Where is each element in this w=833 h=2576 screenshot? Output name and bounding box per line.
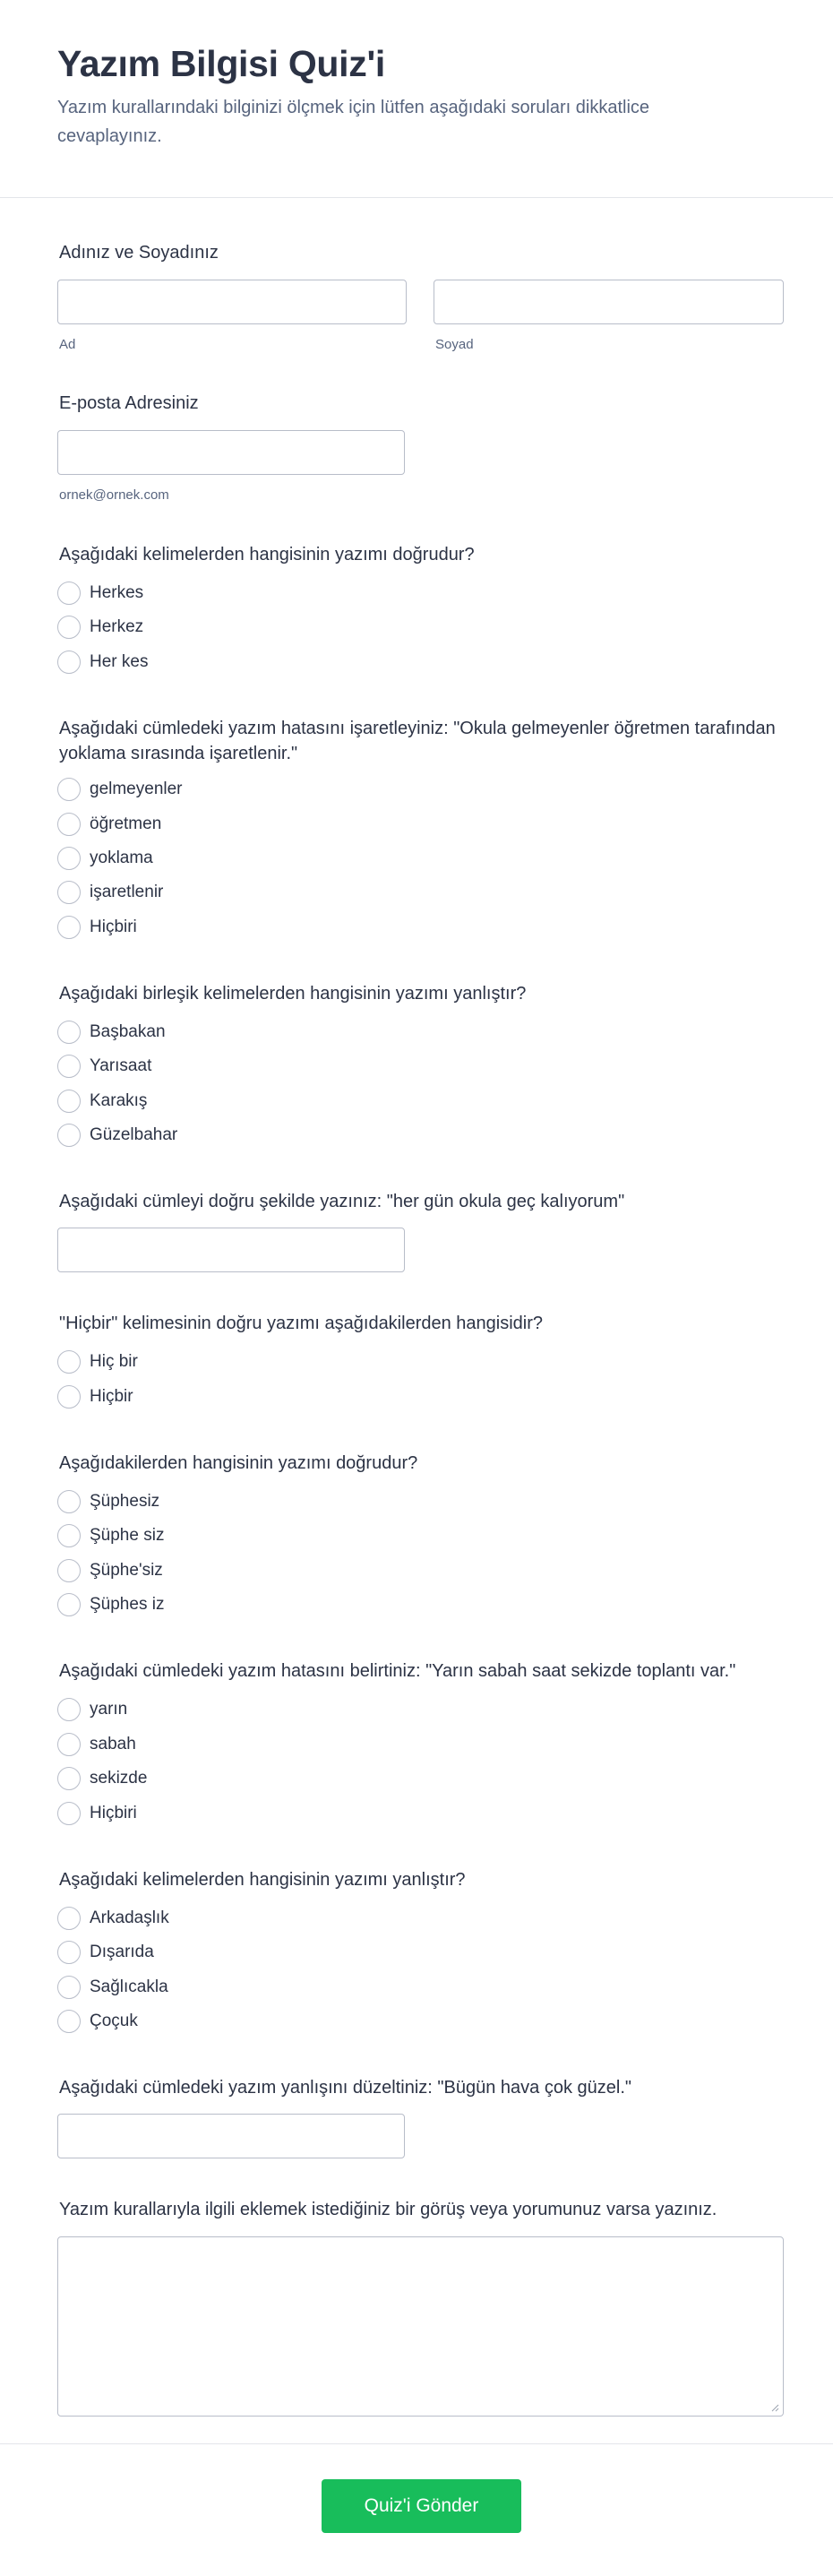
submit-button[interactable]: Quiz'i Gönder <box>322 2479 521 2533</box>
comment-textarea[interactable] <box>57 2236 784 2417</box>
question-2-option[interactable]: Hiçbiri <box>57 915 137 940</box>
question-1-option[interactable]: Her kes <box>57 650 148 675</box>
radio-button[interactable] <box>57 1021 81 1044</box>
radio-button[interactable] <box>57 1593 81 1616</box>
question-3-label: Aşağıdaki birleşik kelimelerden hangisinin yazımı yanlıştır? <box>59 984 527 1004</box>
question-7-option[interactable]: sekizde <box>57 1766 147 1791</box>
radio-button[interactable] <box>57 650 81 674</box>
question-3-option[interactable]: Başbakan <box>57 1020 166 1045</box>
question-5-option[interactable]: Hiçbir <box>57 1384 133 1409</box>
email-sublabel: ornek@ornek.com <box>59 487 169 503</box>
first-name-input[interactable] <box>57 280 407 324</box>
radio-button[interactable] <box>57 1802 81 1825</box>
question-8-option[interactable]: Sağlıcakla <box>57 1975 168 2000</box>
last-name-input[interactable] <box>434 280 784 324</box>
question-6-option[interactable]: Şüphesiz <box>57 1489 159 1514</box>
email-input[interactable] <box>57 430 405 475</box>
question-8-option[interactable]: Arkadaşlık <box>57 1906 169 1931</box>
question-5-label: "Hiçbir" kelimesinin doğru yazımı aşağıdakilerden hangisidir? <box>59 1314 544 1333</box>
question-1-option[interactable]: Herkes <box>57 581 143 606</box>
question-2-option[interactable]: gelmeyenler <box>57 777 183 802</box>
email-label: E-posta Adresiniz <box>59 393 199 413</box>
question-4-label: Aşağıdaki cümleyi doğru şekilde yazınız: "her gün okula geç kalıyorum" <box>59 1192 625 1211</box>
question-2-option[interactable]: yoklama <box>57 846 153 871</box>
question-6-option[interactable]: Şüphe'siz <box>57 1558 163 1583</box>
form-description: Yazım kurallarındaki bilginizi ölçmek için lütfen aşağıdaki soruları dikkatlice cevaplayınız. <box>57 98 650 146</box>
question-2-option[interactable]: işaretlenir <box>57 880 163 905</box>
question-3-option[interactable]: Güzelbahar <box>57 1123 177 1148</box>
question-6-label: Aşağıdakilerden hangisinin yazımı doğrudur? <box>59 1453 418 1473</box>
radio-button[interactable] <box>57 1767 81 1790</box>
radio-button[interactable] <box>57 1976 81 1999</box>
question-10-label: Yazım kurallarıyla ilgili eklemek istediğiniz bir görüş veya yorumunuz varsa yazınız. <box>59 2200 717 2219</box>
question-1-label: Aşağıdaki kelimelerden hangisinin yazımı doğrudur? <box>59 545 475 564</box>
form-title: Yazım Bilgisi Quiz'i <box>57 43 386 84</box>
first-name-sublabel: Ad <box>59 337 76 352</box>
question-7-label: Aşağıdaki cümledeki yazım hatasını belirtiniz: "Yarın sabah saat sekizde toplantı var." <box>59 1661 736 1681</box>
radio-button[interactable] <box>57 1090 81 1113</box>
question-9-input[interactable] <box>57 2114 405 2158</box>
question-7-option[interactable]: Hiçbiri <box>57 1801 137 1826</box>
radio-button[interactable] <box>57 847 81 870</box>
question-8-option[interactable]: Dışarıda <box>57 1940 154 1965</box>
question-7-option[interactable]: sabah <box>57 1732 136 1757</box>
name-label: Adınız ve Soyadınız <box>59 243 219 263</box>
radio-button[interactable] <box>57 1124 81 1147</box>
form-header <box>0 0 833 198</box>
radio-button[interactable] <box>57 616 81 639</box>
radio-button[interactable] <box>57 1733 81 1756</box>
question-7-option[interactable]: yarın <box>57 1697 127 1722</box>
resize-grip-icon[interactable] <box>770 2403 779 2412</box>
radio-button[interactable] <box>57 1559 81 1582</box>
radio-button[interactable] <box>57 1524 81 1547</box>
radio-button[interactable] <box>57 916 81 939</box>
question-3-option[interactable]: Karakış <box>57 1089 147 1114</box>
last-name-sublabel: Soyad <box>435 337 474 352</box>
radio-button[interactable] <box>57 1350 81 1374</box>
question-6-option[interactable]: Şüphe siz <box>57 1523 164 1548</box>
question-4-input[interactable] <box>57 1228 405 1272</box>
question-8-label: Aşağıdaki kelimelerden hangisinin yazımı yanlıştır? <box>59 1870 466 1890</box>
radio-button[interactable] <box>57 1941 81 1964</box>
radio-button[interactable] <box>57 1698 81 1721</box>
radio-button[interactable] <box>57 2010 81 2033</box>
radio-button[interactable] <box>57 881 81 904</box>
radio-button[interactable] <box>57 1907 81 1930</box>
radio-button[interactable] <box>57 582 81 605</box>
radio-button[interactable] <box>57 778 81 801</box>
radio-button[interactable] <box>57 1385 81 1409</box>
question-9-label: Aşağıdaki cümledeki yazım yanlışını düzeltiniz: "Bügün hava çok güzel." <box>59 2078 631 2098</box>
question-1-option[interactable]: Herkez <box>57 615 143 640</box>
radio-button[interactable] <box>57 1490 81 1513</box>
radio-button[interactable] <box>57 813 81 836</box>
question-2-label: Aşağıdaki cümledeki yazım hatasını işaretleyiniz: "Okula gelmeyenler öğretmen tarafından yoklama sırasında işaretlenir." <box>59 719 776 763</box>
question-8-option[interactable]: Çoçuk <box>57 2009 138 2034</box>
question-2-option[interactable]: öğretmen <box>57 812 161 837</box>
question-3-option[interactable]: Yarısaat <box>57 1054 151 1079</box>
footer-divider <box>0 2443 833 2444</box>
question-6-option[interactable]: Şüphes iz <box>57 1592 164 1617</box>
radio-button[interactable] <box>57 1055 81 1078</box>
question-5-option[interactable]: Hiç bir <box>57 1349 138 1374</box>
